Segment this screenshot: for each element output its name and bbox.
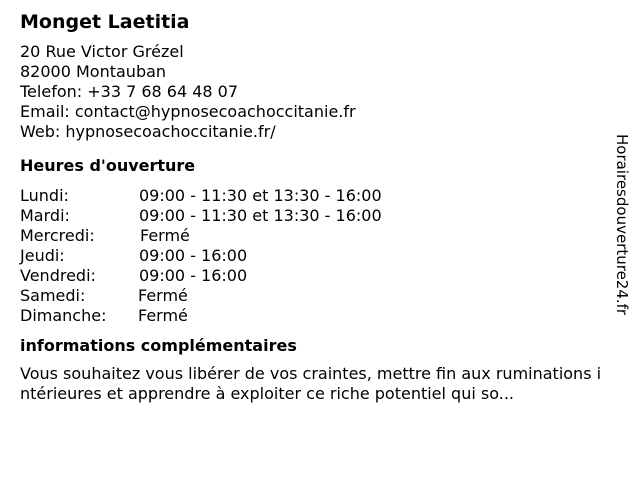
business-card [20,10,610,404]
hours-heading: Heures d'ouverture [20,156,196,175]
business-name: Monget Laetitia [20,11,190,33]
hours-time-value: 09:00 - 11:30 et 13:30 - 16:00 [139,186,382,205]
hours-time-value: 09:00 - 11:30 et 13:30 - 16:00 [139,206,382,225]
hours-time-value: 09:00 - 16:00 [139,246,248,265]
address-street: 20 Rue Victor Grézel [20,42,184,61]
hours-row-lundi [20,186,610,206]
hours-time-value: Fermé [138,286,188,305]
hours-day-label: Jeudi: [20,246,65,265]
info-heading: informations complémentaires [20,336,297,355]
hours-day-label: Lundi: [20,186,69,205]
address-city: 82000 Montauban [20,62,167,81]
hours-row-dimanche [20,306,610,326]
hours-day-label: Mercredi: [20,226,95,245]
site-watermark: Horairesdouverture24.fr [613,134,631,316]
contact-block [20,42,610,142]
hours-table [20,186,610,326]
hours-row-mercredi [20,226,610,246]
hours-day-label: Dimanche: [20,306,107,325]
hours-time-value: Fermé [138,306,188,325]
hours-day-label: Vendredi: [20,266,96,285]
info-description: Vous souhaitez vous libérer de vos craintes, mettre fin aux ruminations intérieures et apprendre à exploiter ce riche potentiel qui so... [20,364,602,403]
email-line: Email: contact@hypnosecoachoccitanie.fr [20,102,356,121]
hours-day-label: Mardi: [20,206,70,225]
web-line: Web: hypnosecoachoccitanie.fr/ [20,122,276,141]
hours-time-value: 09:00 - 16:00 [139,266,248,285]
hours-time-value: Fermé [140,226,190,245]
hours-row-vendredi [20,266,610,286]
hours-row-mardi [20,206,610,226]
phone-line: Telefon: +33 7 68 64 48 07 [20,82,239,101]
hours-row-samedi [20,286,610,306]
hours-day-label: Samedi: [20,286,86,305]
hours-row-jeudi [20,246,610,266]
